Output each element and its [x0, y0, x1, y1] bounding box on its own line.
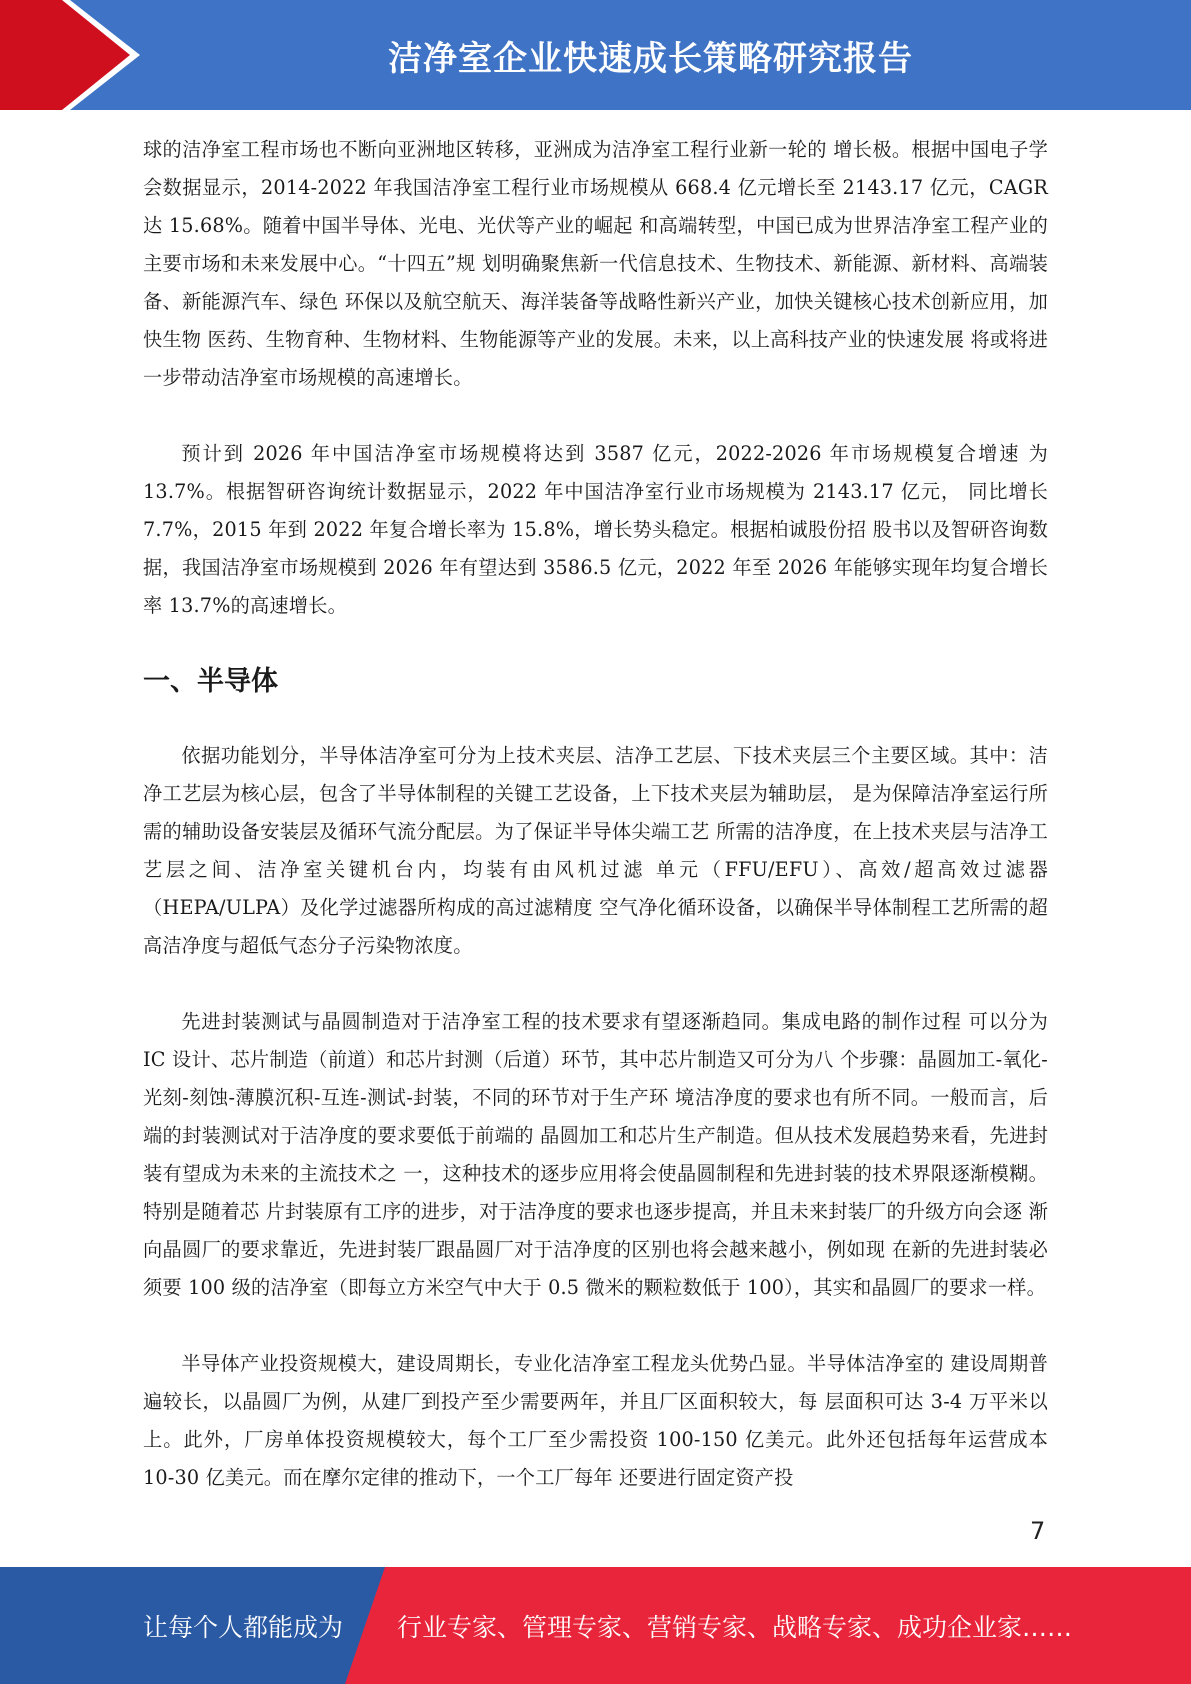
footer-slogan-right: 行业专家、管理专家、营销专家、战略专家、成功企业家……: [397, 1612, 1073, 1642]
paragraph-1: 球的洁净室工程市场也不断向亚洲地区转移，亚洲成为洁净室工程行业新一轮的 增长极。根据中国电子学会数据显示，2014-2022 年我国洁净室工程行业市场规模从 668.4 亿元增长至 2143.17 亿元，CAGR 达 15.68%。随着中国半导体、光电、光伏等产业的崛起 和高端转型，中国已成为世界洁净室工程产业的主要市场和未来发展中心。“十四五”规 划明确聚焦新一代信息技术、生物技术、新能源、新材料、高端装备、新能源汽车、绿色 环保以及航空航天、海洋装备等战略性新兴产业，加快关键核心技术创新应用，加快生物 医药、生物育种、生物材料、生物能源等产业的发展。未来，以上高科技产业的快速发展 将或将进一步带动洁净室市场规模的高速增长。: [143, 138, 1048, 389]
page-number: 7: [1030, 1517, 1046, 1545]
paragraph-2: 预计到 2026 年中国洁净室市场规模将达到 3587 亿元，2022-2026 年市场规模复合增速 为 13.7%。根据智研咨询统计数据显示，2022 年中国洁净室行业市场规模为 2143.17 亿元， 同比增长 7.7%，2015 年到 2022 年复合增长率为 15.8%，增长势头稳定。根据柏诚股份招 股书以及智研咨询数据，我国洁净室市场规模到 2026 年有望达到 3586.5 亿元，2022 年至 2026 年能够实现年均复合增长率 13.7%的高速增长。: [143, 442, 1048, 617]
paragraph-3: 依据功能划分，半导体洁净室可分为上技术夹层、洁净工艺层、下技术夹层三个主要区域。其中：洁净工艺层为核心层，包含了半导体制程的关键工艺设备，上下技术夹层为辅助层， 是为保障洁净室运行所需的辅助设备安装层及循环气流分配层。为了保证半导体尖端工艺 所需的洁净度，在上技术夹层与洁净工艺层之间、洁净室关键机台内，均装有由风机过滤 单元（FFU/EFU）、高效/超高效过滤器（HEPA/ULPA）及化学过滤器所构成的高过滤精度 空气净化循环设备，以确保半导体制程工艺所需的超高洁净度与超低气态分子污染物浓度。: [143, 744, 1048, 957]
page-footer: [0, 1567, 1191, 1684]
report-title: 洁净室企业快速成长策略研究报告: [388, 38, 913, 79]
footer-slogan-left: 让每个人都能成为: [143, 1612, 344, 1642]
main-content: [143, 131, 1048, 1497]
paragraph-4: 先进封装测试与晶圆制造对于洁净室工程的技术要求有望逐渐趋同。集成电路的制作过程 可以分为 IC 设计、芯片制造（前道）和芯片封测（后道）环节，其中芯片制造又可分为八 个步骤：晶圆加工-氧化-光刻-刻蚀-薄膜沉积-互连-测试-封装，不同的环节对于生产环 境洁净度的要求也有所不同。一般而言，后端的封装测试对于洁净度的要求要低于前端的 晶圆加工和芯片生产制造。但从技术发展趋势来看，先进封装有望成为未来的主流技术之 一，这种技术的逐步应用将会使晶圆制程和先进封装的技术界限逐渐模糊。特别是随着芯 片封装原有工序的进步，对于洁净度的要求也逐步提高，并且未来封装厂的升级方向会逐 渐向晶圆厂的要求靠近，先进封装厂跟晶圆厂对于洁净度的区别也将会越来越小，例如现 在新的先进封装必须要 100 级的洁净室（即每立方米空气中大于 0.5 微米的颗粒数低于 100），其实和晶圆厂的要求一样。: [143, 1010, 1048, 1299]
section-heading-semiconductor: 一、半导体: [143, 666, 278, 697]
header-chevron-graphic: [0, 0, 150, 110]
page-header: [0, 0, 1191, 110]
paragraph-5: 半导体产业投资规模大，建设周期长，专业化洁净室工程龙头优势凸显。半导体洁净室的 建设周期普遍较长，以晶圆厂为例，从建厂到投产至少需要两年，并且厂区面积较大，每 层面积可达 3-4 万平米以上。此外，厂房单体投资规模较大，每个工厂至少需投资 100-150 亿美元。此外还包括每年运营成本 10-30 亿美元。而在摩尔定律的推动下，一个工厂每年 还要进行固定资产投: [143, 1352, 1048, 1489]
